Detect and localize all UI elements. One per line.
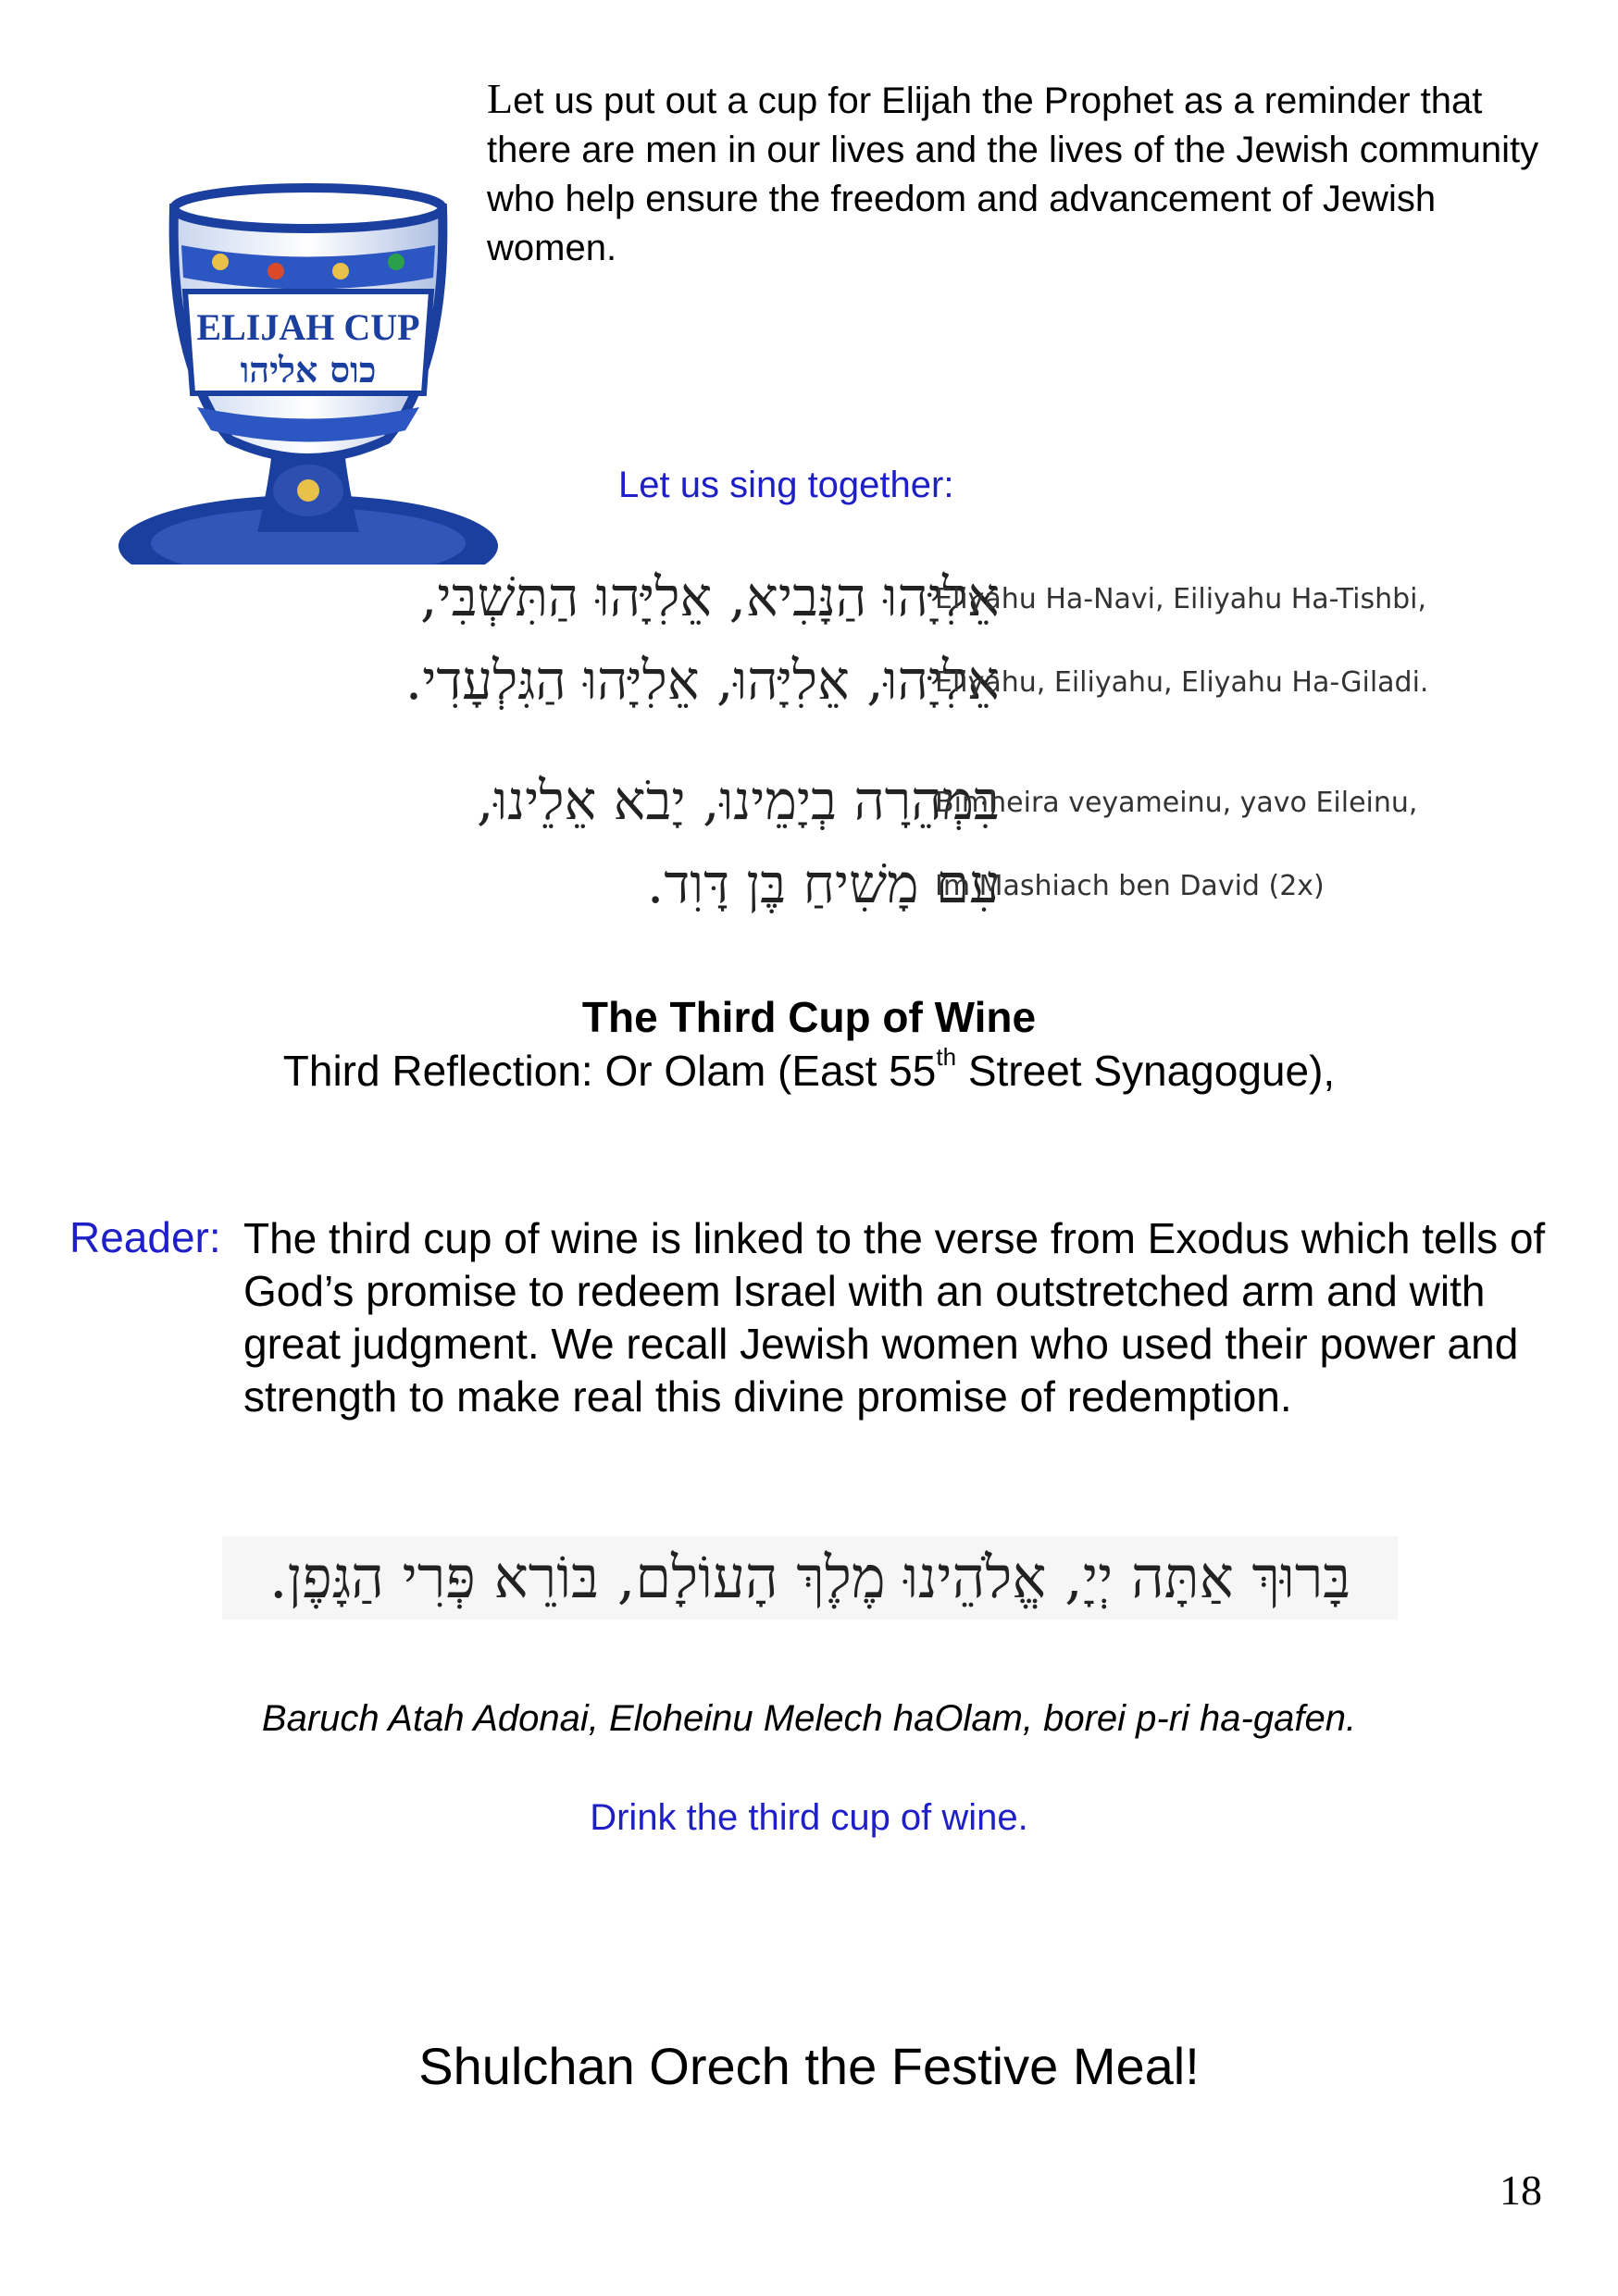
cup-label-hebrew: כוס אליהו [240,349,377,391]
song-line-transliteration: Eliyahu Ha-Navi, Eiliyahu Ha-Tishbi, [935,583,1427,615]
intro-text: et us put out a cup for Elijah the Prophet as a reminder that there are men in our lives and the lives of the Jewish community who help ensure the freedom and advancement of Jewish women. [487,81,1539,268]
page-number: 18 [1500,2166,1542,2214]
reflection-ordinal-suffix: th [936,1043,957,1071]
wine-blessing-hebrew: בָּרוּךְ אַתָּה יְיָ, אֱלֹהֵינוּ מֶלֶךְ הָעוֹלָם, בּוֹרֵא פְּרִי הַגָּפֶן. [222,1536,1398,1620]
song-line-hebrew: אֵלִיָּהוּ הַנָּבִיא, אֵלִיָּהוּ הַתִּשְׁבִּי, [419,565,1000,628]
intro-drop-letter: L [487,75,514,122]
elijah-intro-paragraph [487,74,1570,273]
cup-label-english: ELIJAH CUP [196,306,420,348]
reader-label: Reader: [69,1213,221,1261]
third-reflection-subtitle [0,1043,1618,1096]
song-line-transliteration: Eliyahu, Eiliyahu, Eliyahu Ha-Giladi. [935,666,1429,699]
elijah-cup-illustration [118,180,498,565]
sing-instruction: Let us sing together: [618,465,954,505]
festive-meal-heading: Shulchan Orech the Festive Meal! [418,2037,1200,2095]
song-line-transliteration: Im Mashiach ben David (2x) [935,870,1325,902]
song-line-hebrew: אֵלִיָּהוּ, אֵלִיָּהוּ, אֵלִיָּהוּ הַגִּלְעָדִי. [404,649,1000,712]
song-line-transliteration: Bimheira veyameinu, yavo Eileinu, [935,787,1418,819]
reflection-text-start: Third Reflection: Or Olam (East 55 [282,1047,937,1095]
drink-instruction: Drink the third cup of wine. [590,1797,1028,1838]
song-line-hebrew: בִּמְהֵרָה בְיָמֵינוּ, יָבֹא אֵלֵינוּ, [477,769,1000,832]
third-cup-heading: The Third Cup of Wine [581,993,1037,1041]
wine-blessing-transliteration: Baruch Atah Adonai, Eloheinu Melech haOlam, borei p-ri ha-gafen. [261,1698,1357,1739]
reflection-text-end: Street Synagogue), [956,1047,1336,1095]
reader-passage: The third cup of wine is linked to the verse from Exodus which tells of God’s promise to redeem Israel with an outstretched arm and with great judgment. We recall Jewish women who used their power and strength to make real this divine promise of redemption. [243,1214,1546,1421]
song-line-hebrew: עִם מָשִׁיחַ בֶּן דָּוִד. [646,852,1000,915]
